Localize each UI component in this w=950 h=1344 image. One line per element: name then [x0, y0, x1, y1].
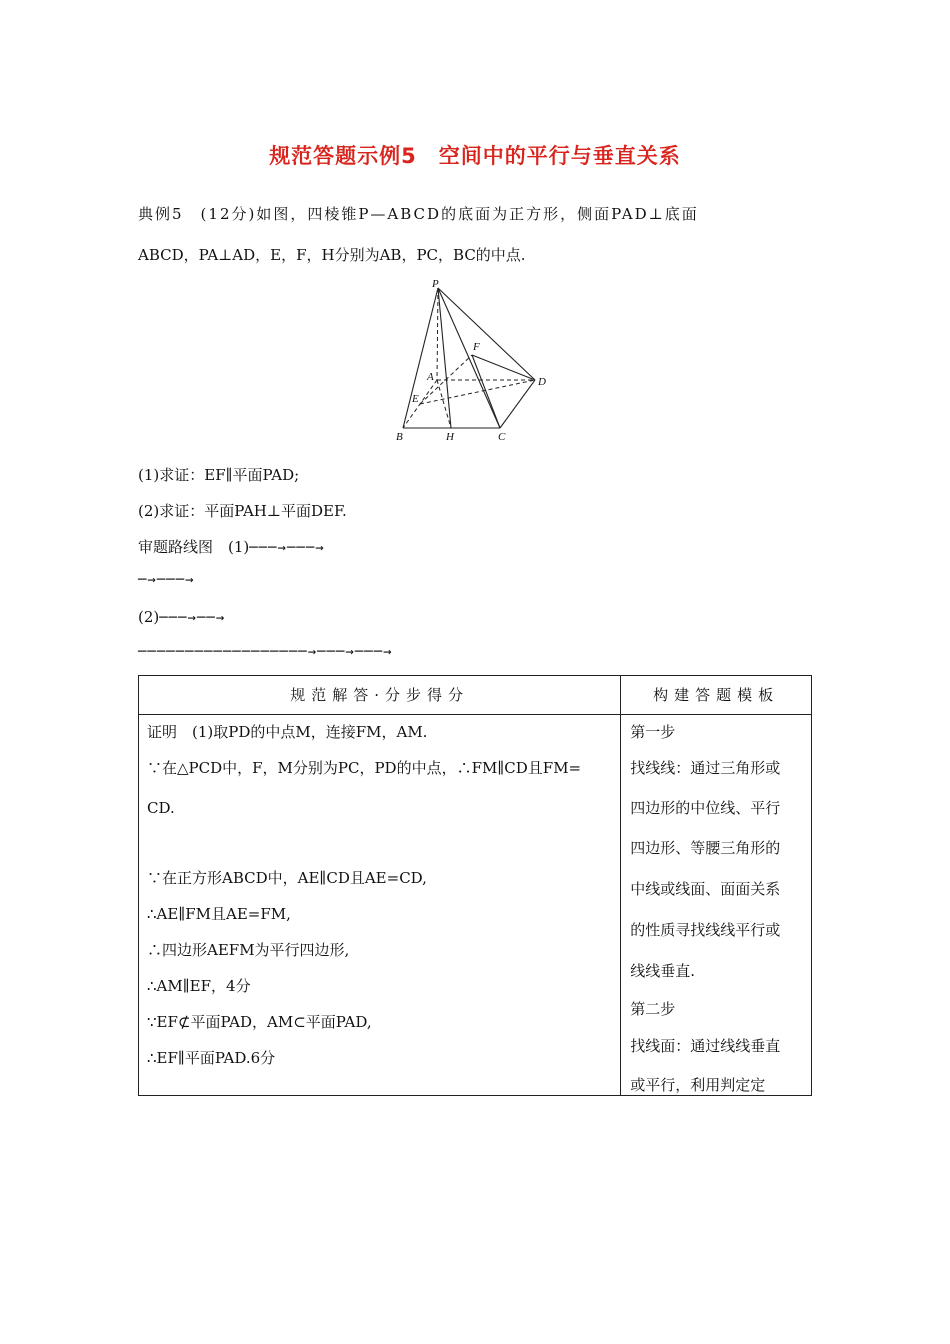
- route-label-2: (2): [138, 608, 160, 626]
- route-label: 审题路线图 (1): [138, 538, 250, 556]
- template-line: 找线线：通过三角形或: [630, 759, 781, 777]
- label-A: A: [427, 371, 434, 383]
- solution-table: [138, 675, 812, 1096]
- template-line: 的性质寻找线线平行或: [630, 921, 781, 939]
- label-F: F: [473, 341, 480, 353]
- template-line: 找线面：通过线线垂直: [630, 1037, 781, 1055]
- label-B: B: [396, 431, 403, 443]
- label-C: C: [498, 431, 506, 443]
- template-line: 中线或线面、面面关系: [630, 880, 781, 898]
- route-arrows-1: ───→───→: [249, 540, 325, 556]
- label-P: P: [432, 278, 439, 290]
- label-H: H: [446, 431, 454, 443]
- template-line: 第一步: [630, 723, 676, 741]
- template-line: 第二步: [630, 1000, 676, 1018]
- solution-line: 证明 (1)取PD的中点M，连接FM，AM.: [147, 723, 428, 741]
- template-line: 四边形的中位线、平行: [630, 799, 781, 817]
- right-header: 构建答题模板: [621, 676, 812, 715]
- solution-line: ∴AE∥FM且AE=FM,: [147, 905, 291, 923]
- left-header: 规范解答·分步得分: [139, 676, 621, 715]
- problem-statement-line-1: 典例5 (12分)如图，四棱锥P—ABCD的底面为正方形，侧面PAD⊥底面: [138, 205, 699, 223]
- label-D: D: [538, 376, 546, 388]
- route-arrows-3: ───→──→: [159, 610, 226, 626]
- solution-line: CD.: [147, 799, 175, 817]
- template-cell: [621, 715, 812, 1096]
- question-2: (2)求证：平面PAH⊥平面DEF.: [138, 502, 347, 520]
- route-arrows-4: ──────────────────→───→───→: [138, 644, 393, 660]
- solution-line: ∴EF∥平面PAD.6分: [147, 1049, 276, 1067]
- solution-steps-cell: [139, 715, 621, 1096]
- route-arrows-2: ─→───→: [138, 572, 195, 588]
- page-title: 规范答题示例5 空间中的平行与垂直关系: [269, 144, 681, 168]
- question-1: (1)求证：EF∥平面PAD;: [138, 466, 300, 484]
- solution-line: ∵在△PCD中，F，M分别为PC，PD的中点，∴FM∥CD且FM=: [147, 759, 582, 777]
- template-line: 或平行，利用判定定: [630, 1076, 766, 1094]
- solution-line: ∵在正方形ABCD中，AE∥CD且AE=CD,: [147, 869, 427, 887]
- problem-statement-line-2: ABCD，PA⊥AD，E，F，H分别为AB，PC，BC的中点.: [138, 246, 526, 264]
- label-E: E: [412, 393, 419, 405]
- route-diagram-row-1: [138, 536, 325, 557]
- pyramid-figure: [390, 275, 560, 445]
- route-diagram-row-3: [138, 608, 225, 626]
- template-line: 四边形、等腰三角形的: [630, 839, 781, 857]
- solution-line: ∵EF⊄平面PAD，AM⊂平面PAD,: [147, 1013, 372, 1031]
- template-line: 线线垂直.: [630, 962, 696, 980]
- solution-line: ∴AM∥EF，4分: [147, 977, 251, 995]
- solution-line: ∴四边形AEFM为平行四边形,: [147, 941, 350, 959]
